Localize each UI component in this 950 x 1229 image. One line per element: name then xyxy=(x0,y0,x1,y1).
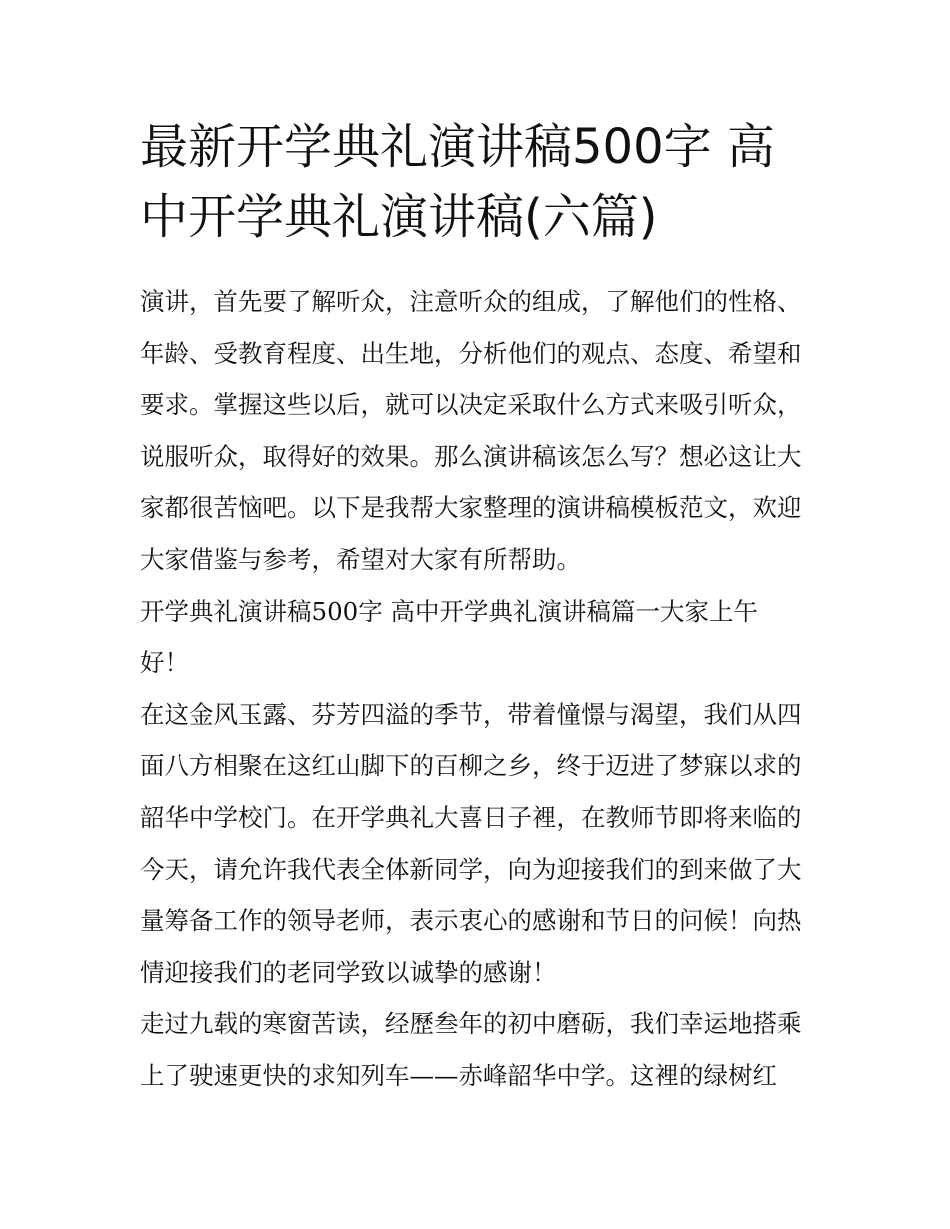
body-line: 年龄、受教育程度、出生地，分析他们的观点、态度、希望和 xyxy=(140,338,802,368)
body-line: 韶华中学校门。在开学典礼大喜日子裡，在教师节即将来临的 xyxy=(140,802,802,832)
title-line-1: 最新开学典礼演讲稿500字 高 xyxy=(140,119,775,175)
body-line: 面八方相聚在这红山脚下的百柳之乡，终于迈进了梦寐以求的 xyxy=(140,751,802,781)
title-line-2: 中开学典礼演讲稿(六篇) xyxy=(140,189,658,245)
body-line: 说服听众，取得好的效果。那么演讲稿该怎么写？想必这让大 xyxy=(140,441,802,471)
body-line: 演讲，首先要了解听众，注意听众的组成，了解他们的性格、 xyxy=(140,287,802,316)
body-line: 大家借鉴与参考，希望对大家有所帮助。 xyxy=(140,544,581,574)
body-line: 开学典礼演讲稿500字 高中开学典礼演讲稿篇一大家上午 xyxy=(140,596,759,626)
body-line: 上了驶速更快的求知列车——赤峰韶华中学。这裡的绿树红 xyxy=(140,1060,777,1090)
body-line: 家都很苦恼吧。以下是我帮大家整理的演讲稿模板范文，欢迎 xyxy=(140,493,802,523)
body-line: 今天，请允许我代表全体新同学，向为迎接我们的到来做了大 xyxy=(140,854,802,884)
document-title xyxy=(140,112,820,252)
body-line: 走过九载的寒窗苦读，经歷叁年的初中磨砺，我们幸运地搭乘 xyxy=(140,1009,802,1039)
body-line: 量筹备工作的领导老师，表示衷心的感谢和节日的问候！向热 xyxy=(140,906,802,936)
body-line: 好！ xyxy=(140,648,189,678)
document-body xyxy=(140,276,820,1102)
body-line: 情迎接我们的老同学致以诚挚的感谢！ xyxy=(140,957,557,987)
body-line: 要求。掌握这些以后，就可以决定采取什么方式来吸引听众， xyxy=(140,390,802,420)
body-line: 在这金风玉露、芬芳四溢的季节，带着憧憬与渴望，我们从四 xyxy=(140,699,802,729)
